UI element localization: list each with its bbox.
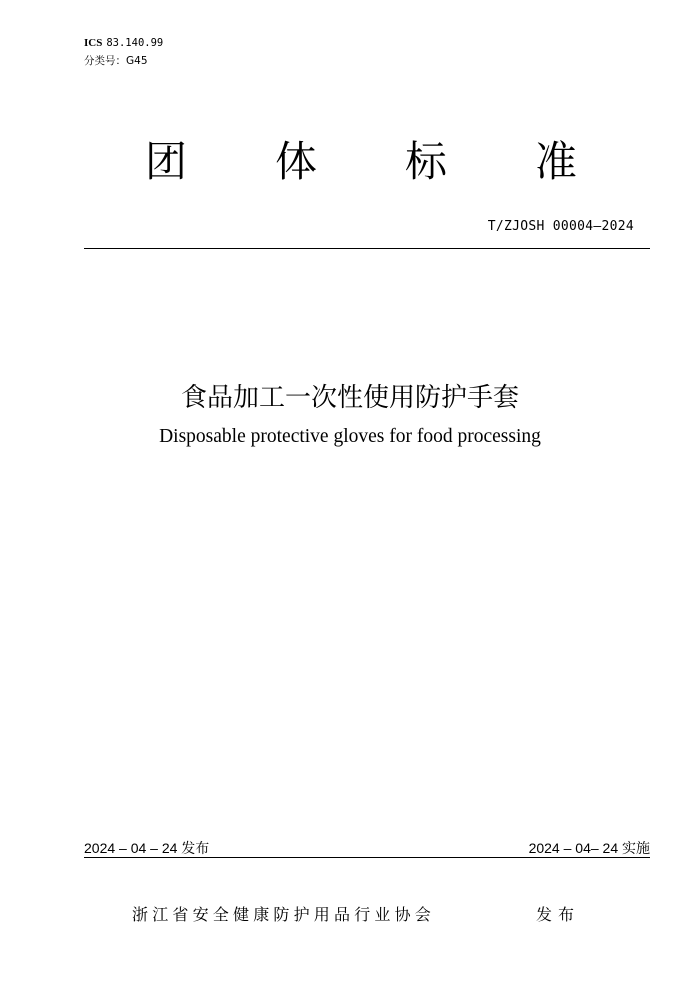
heading-char-1: 团 bbox=[145, 137, 188, 186]
heading-char-2: 体 bbox=[275, 137, 318, 186]
ics-code bbox=[84, 36, 163, 50]
document-title-english: Disposable protective gloves for food processing bbox=[159, 426, 541, 447]
heading-char-3: 标 bbox=[405, 137, 448, 186]
issuing-organization: 浙江省安全健康防护用品行业协会 bbox=[132, 905, 436, 924]
ics-value: 83.140.99 bbox=[106, 37, 164, 49]
publish-date: 2024 – 04 – 24 发布 bbox=[84, 840, 210, 856]
heading-char-4: 准 bbox=[535, 137, 578, 186]
header-divider bbox=[84, 248, 650, 249]
implement-date: 2024 – 04– 24 实施 bbox=[528, 840, 650, 856]
issue-label: 发布 bbox=[536, 905, 581, 924]
standard-number: T/ZJOSH 00004—2024 bbox=[487, 219, 634, 234]
standard-type-heading bbox=[84, 132, 650, 192]
document-title-chinese: 食品加工一次性使用防护手套 bbox=[180, 383, 519, 413]
ics-label: ICS bbox=[84, 37, 103, 49]
footer-divider bbox=[84, 857, 650, 858]
classification-number: 分类号：G45 bbox=[84, 55, 148, 67]
